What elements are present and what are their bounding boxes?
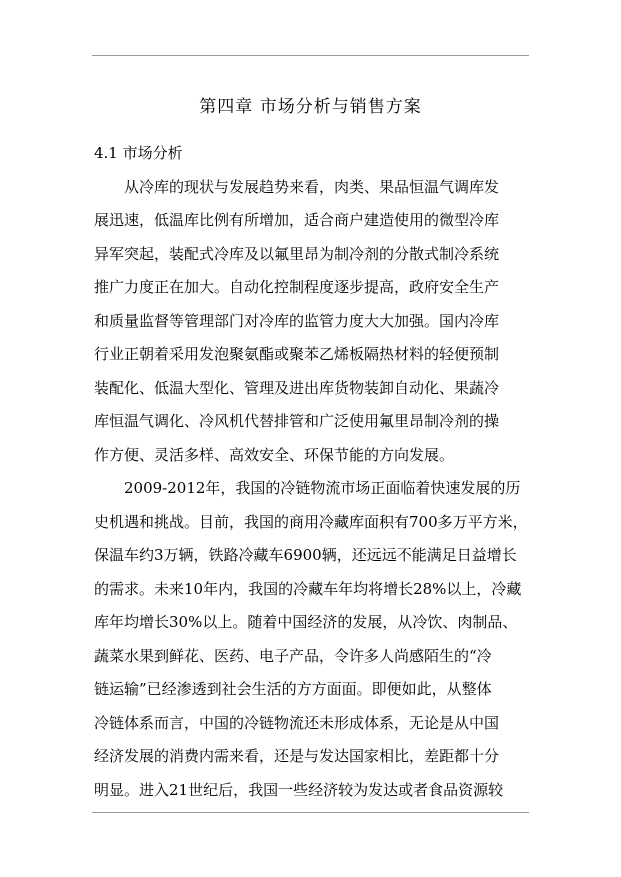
paragraph-2-line: 蔬菜水果到鲜花、医药、电子产品，令许多人尚感陌生的“冷 [94,647,492,665]
paragraph-1-line: 和质量监督等管理部门对冷库的监管力度大大加强。国内冷库 [94,312,500,330]
paragraph-1-line: 推广力度正在加大。自动化控制程度逐步提高，政府安全生产 [94,278,500,296]
paragraph-1-line: 行业正朝着采用发泡聚氨酯或聚苯乙烯板隔热材料的轻便预制 [94,345,500,363]
footer-rule [92,812,529,813]
paragraph-2-line: 经济发展的消费内需来看，还是与发达国家相比，差距都十分 [94,747,500,765]
paragraph-1-line: 异军突起，装配式冷库及以氟里昂为制冷剂的分散式制冷系统 [94,245,500,263]
paragraph-2-line: 库年均增长30%以上。随着中国经济的发展，从冷饮、肉制品、 [94,613,518,631]
paragraph-1-line: 展迅速，低温库比例有所增加，适合商户建造使用的微型冷库 [94,211,500,229]
section-heading: 4.1 市场分析 [94,144,183,162]
chapter-title: 第四章 市场分析与销售方案 [199,97,422,117]
paragraph-2-line: 冷链体系而言，中国的冷链物流还未形成体系，无论是从中国 [94,714,500,732]
paragraph-2-line: 链运输”已经渗透到社会生活的方方面面。即便如此，从整体 [94,680,492,698]
header-rule [92,55,529,56]
paragraph-1-line: 库恒温气调化、冷风机代替排管和广泛使用氟里昂制冷剂的操 [94,412,500,430]
paragraph-2-line: 的需求。未来10年内，我国的冷藏车年均将增长28%以上，冷藏 [94,580,522,598]
paragraph-1-line: 作方便、灵活多样、高效安全、环保节能的方向发展。 [94,446,455,464]
paragraph-2-line: 2009-2012年，我国的冷链物流市场正面临着快速发展的历 [124,479,521,497]
paragraph-2-line: 史机遇和挑战。目前，我国的商用冷藏库面积有700多万平方米， [94,513,528,531]
paragraph-2-line: 明显。进入21世纪后，我国一些经济较为发达或者食品资源较 [94,781,504,799]
paragraph-2-line: 保温车约3万辆，铁路冷藏车6900辆，还远远不能满足日益增长 [94,546,517,564]
paragraph-1-line: 装配化、低温大型化、管理及进出库货物装卸自动化、果蔬冷 [94,379,500,397]
paragraph-1-line: 从冷库的现状与发展趋势来看，肉类、果品恒温气调库发 [124,178,500,196]
